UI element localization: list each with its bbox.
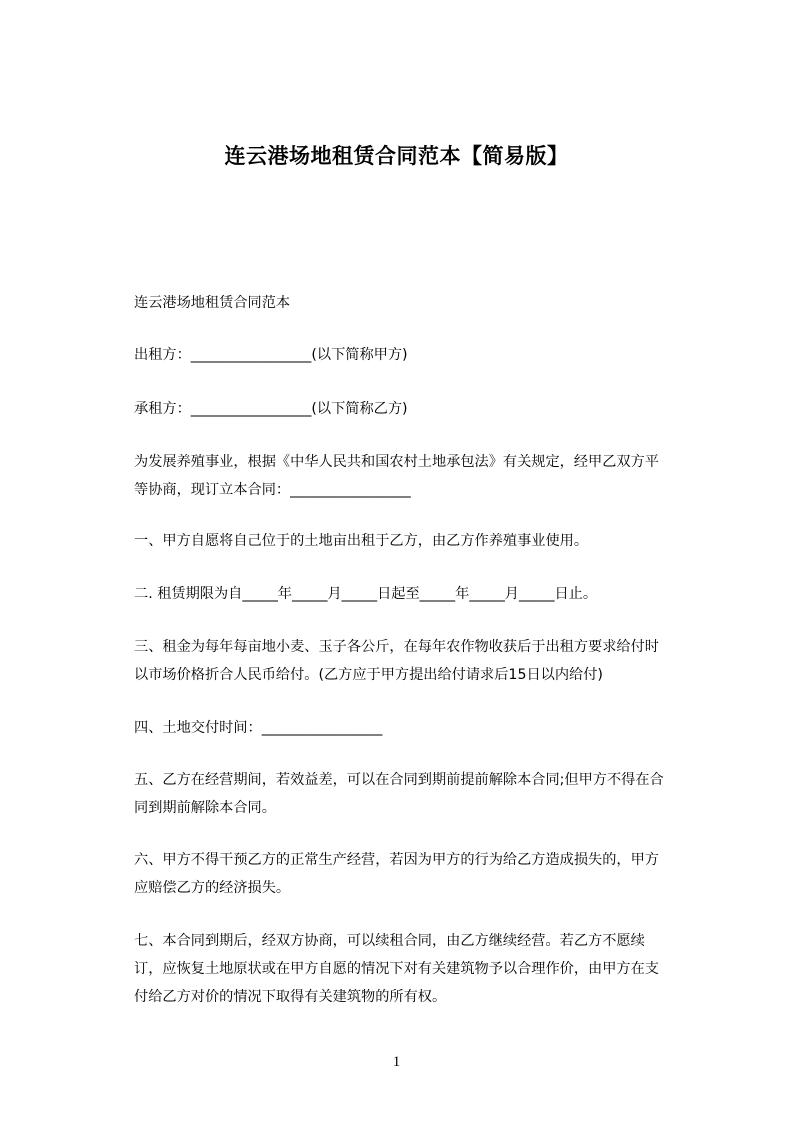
document-title: 连云港场地租赁合同范本【简易版】 <box>224 144 569 168</box>
page-number: 1 <box>392 1054 401 1070</box>
clause-3: 三、租金为每年每亩地小麦、玉子各公斤，在每年农作物收获后于出租方要求给付时以市场价格折合人民币给付。(乙方应于甲方提出给付请求后15日以内给付) <box>134 639 659 683</box>
contract-name-line: 连云港场地租赁合同范本 <box>134 295 291 311</box>
preamble-paragraph: 为发展养殖事业，根据《中华人民共和国农村土地承包法》有关规定，经甲乙双方平等协商，现订立本合同：_________________ <box>134 454 659 498</box>
lessor-line: 出租方：_________________(以下简称甲方) <box>134 347 408 363</box>
clause-1: 一、甲方自愿将自己位于的土地亩出租于乙方，由乙方作养殖事业使用。 <box>134 533 589 549</box>
clause-7: 七、本合同到期后，经双方协商，可以续租合同，由乙方继续经营。若乙方不愿续订，应恢复土地原状或在甲方自愿的情况下对有关建筑物予以合理作价，由甲方在支付给乙方对价的情况下取得有关建筑物的所有权。 <box>134 933 659 1005</box>
clause-2: 二. 租赁期限为自_____年_____月_____日起至_____年_____月_____日止。 <box>134 586 598 602</box>
clause-4: 四、土地交付时间：_________________ <box>134 720 383 736</box>
clause-5: 五、乙方在经营期间，若效益差，可以在合同到期前提前解除本合同;但甲方不得在合同到期前解除本合同。 <box>134 772 664 816</box>
clause-6: 六、甲方不得干预乙方的正常生产经营，若因为甲方的行为给乙方造成损失的，甲方应赔偿乙方的经济损失。 <box>134 852 659 896</box>
lessee-line: 承租方：_________________(以下简称乙方) <box>134 401 408 417</box>
